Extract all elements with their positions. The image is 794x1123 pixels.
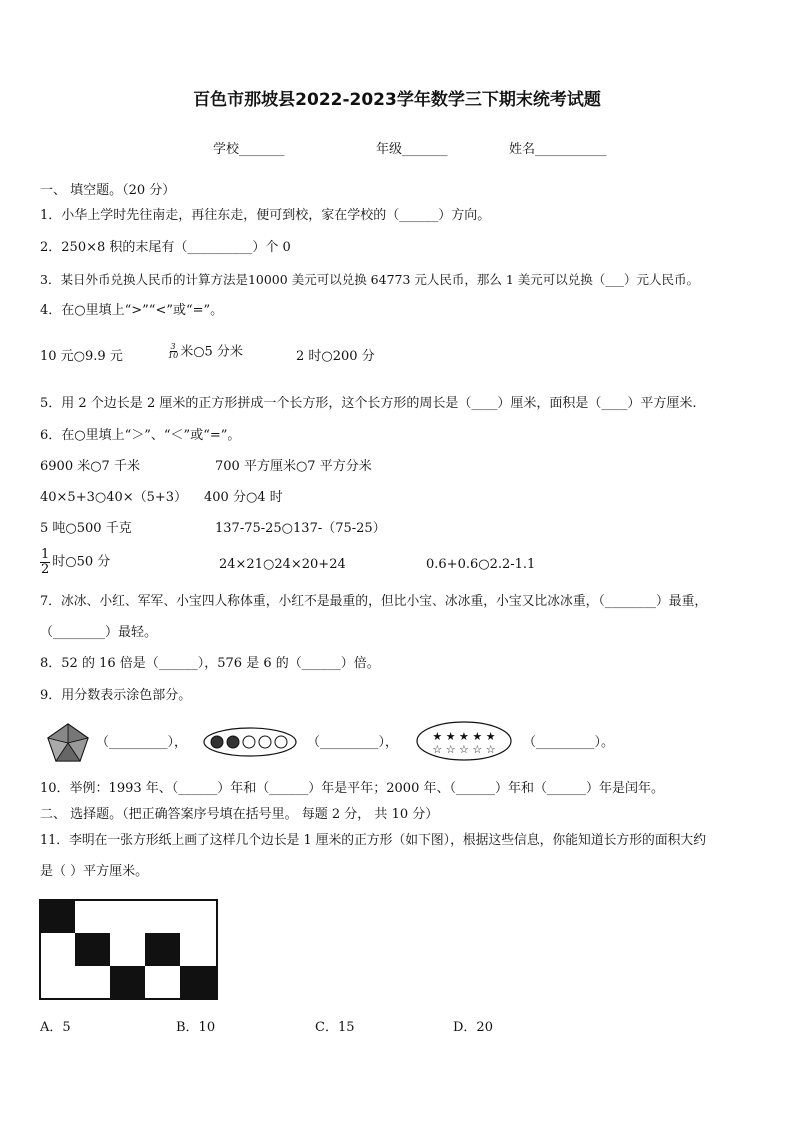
- q6-item-fraction: $\frac{1}{2}$ 时○50 分: [41, 547, 111, 577]
- q4-item-b: $\frac{3}{10}$ 米○5 分米: [168, 342, 243, 361]
- q6-item: 700 平方厘米○7 平方分米: [215, 459, 372, 474]
- name-field-label: 姓名___________: [509, 142, 607, 157]
- q6-item: 24×21○24×20+24: [219, 557, 346, 572]
- question-4: 4．在○里填上“>”“<”或“=”。: [40, 303, 224, 318]
- grid-rectangle-figure: [39, 899, 218, 1000]
- question-11-line1: 11．李明在一张方形纸上画了这样几个边长是 1 厘米的正方形（如下图），根据这些信息，你能知道长方形的面积大约: [40, 833, 707, 848]
- question-7-line2: （________）最轻。: [40, 625, 158, 640]
- question-10: 10．举例：1993 年、（______）年和（______）年是平年；2000 年、（______）年和（______）年是闰年。: [40, 781, 664, 796]
- question-7-line1: 7．冰冰、小红、军军、小宝四人称体重，小红不是最重的，但比小宝、冰冰重，小宝又比冰冰重，（________）最重，: [40, 594, 708, 609]
- q6-item: 400 分○4 时: [204, 490, 283, 505]
- q6-item: 137-75-25○137-（75-25）: [215, 521, 386, 536]
- question-5: 5．用 2 个边长是 2 厘米的正方形拼成一个长方形，这个长方形的周长是（____）厘米，面积是（____）平方厘米.: [40, 396, 697, 411]
- grade-field-label: 年级_______: [376, 142, 448, 157]
- q4-item-a: 10 元○9.9 元: [40, 349, 123, 364]
- q6-item: 5 吨○500 千克: [40, 521, 132, 536]
- question-6: 6．在○里填上“＞”、“＜”或“=”。: [40, 428, 241, 443]
- section1-heading: 一、 填空题。（20 分）: [40, 183, 176, 198]
- option-d[interactable]: D．20: [453, 1020, 493, 1035]
- question-11-line2: 是（ ）平方厘米。: [40, 864, 149, 879]
- q6-item: 0.6+0.6○2.2-1.1: [426, 557, 536, 572]
- q9-blank-2: （_________），: [307, 735, 399, 750]
- question-1: 1．小华上学时先往南走，再往东走，便可到校，家在学校的（______）方向。: [40, 208, 491, 223]
- school-field-label: 学校_______: [213, 142, 285, 157]
- q4-item-c: 2 时○200 分: [296, 349, 375, 364]
- question-9: 9．用分数表示涂色部分。: [40, 688, 192, 703]
- option-b[interactable]: B．10: [176, 1020, 216, 1035]
- q9-blank-1: （_________），: [96, 735, 188, 750]
- q6-fraction: $\frac{1}{2}$: [41, 547, 50, 577]
- section2-heading: 二、 选择题。（把正确答案序号填在括号里。 每题 2 分， 共 10 分）: [40, 807, 439, 822]
- q6-item: 40×5+3○40×（5+3）: [40, 490, 188, 505]
- q6-item: 6900 米○7 千米: [40, 459, 140, 474]
- svg-text:★ ★ ★ ★ ★: ★ ★ ★ ★ ★: [432, 730, 496, 743]
- page-title: 百色市那坡县2022-2023学年数学三下期末统考试题: [193, 90, 601, 110]
- option-a[interactable]: A．5: [40, 1020, 71, 1035]
- pentagon-figure: [46, 722, 90, 764]
- option-c[interactable]: C．15: [315, 1020, 355, 1035]
- question-2: 2．250×8 积的末尾有（__________）个 0: [40, 240, 291, 255]
- stars-figure: [415, 720, 513, 762]
- question-8: 8．52 的 16 倍是（______），576 是 6 的（______）倍。: [40, 656, 380, 671]
- svg-text:☆ ☆ ☆ ☆ ☆: ☆ ☆ ☆ ☆ ☆: [432, 743, 496, 756]
- question-3: 3．某日外币兑换人民币的计算方法是10000 美元可以兑换 64773 元人民币，那么 1 美元可以兑换（___）元人民币。: [40, 272, 700, 287]
- q4-fraction: $\frac{3}{10}$: [168, 342, 179, 361]
- circles-figure: [202, 726, 298, 758]
- q9-blank-3: （_________）。: [523, 735, 615, 750]
